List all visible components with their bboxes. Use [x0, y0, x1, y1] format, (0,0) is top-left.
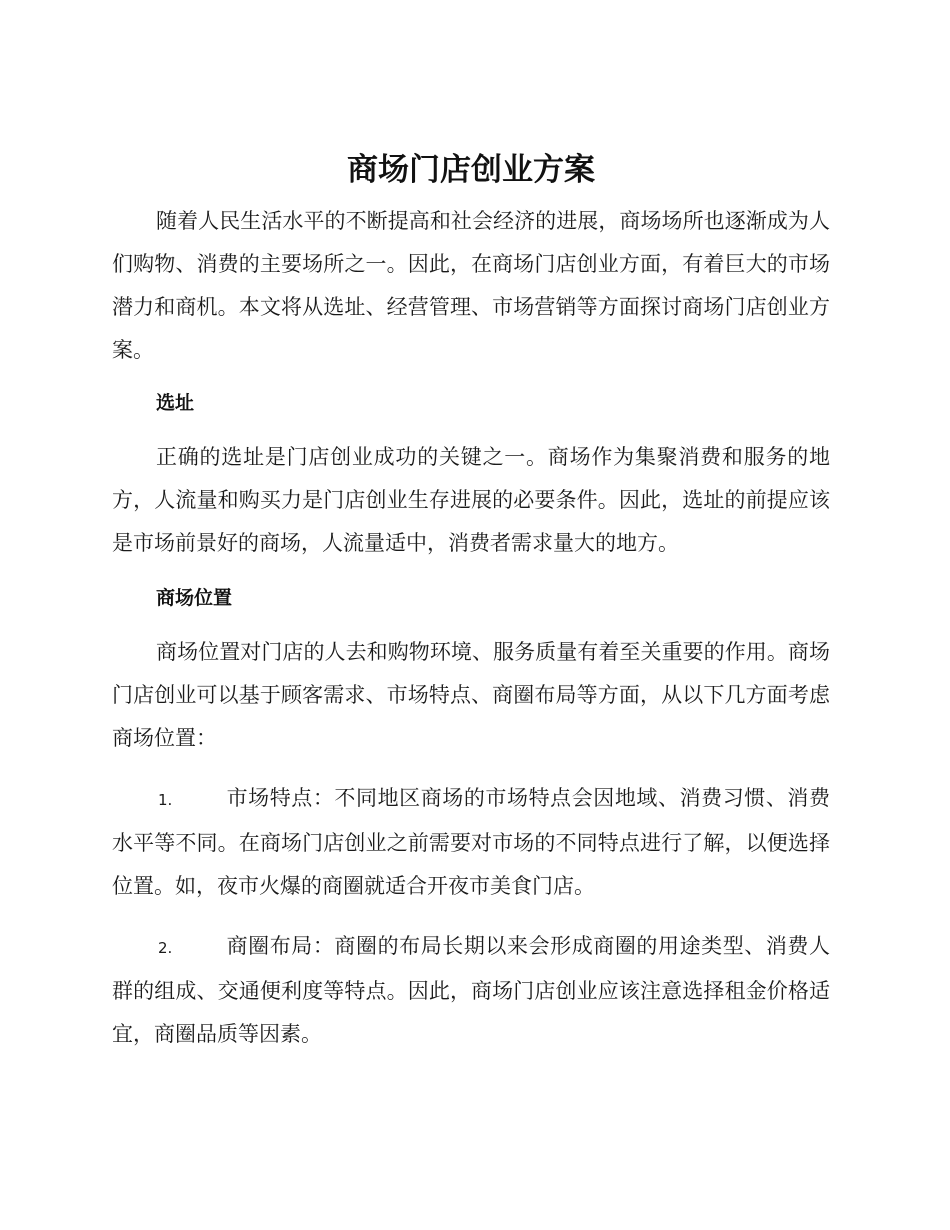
section-paragraph-mall-location: 商场位置对门店的人去和购物环境、服务质量有着至关重要的作用。商场门店创业可以基于顾客需求、市场特点、商圈布局等方面，从以下几方面考虑商场位置： — [112, 640, 830, 750]
intro-paragraph: 随着人民生活水平的不断提高和社会经济的进展，商场场所也逐渐成为人们购物、消费的主要场所之一。因此，在商场门店创业方面，有着巨大的市场潜力和商机。本文将从选址、经营管理、市场营销等方面探讨商场门店创业方案。 — [112, 209, 830, 362]
document-page — [112, 148, 830, 1056]
list-item — [112, 925, 830, 1056]
document-title: 商场门店创业方案 — [347, 152, 595, 188]
list-item-text: 市场特点：不同地区商场的市场特点会因地域、消费习惯、消费水平等不同。在商场门店创业之前需要对市场的不同特点进行了解，以便选择位置。如，夜市火爆的商圈就适合开夜市美食门店。 — [112, 786, 830, 898]
section-heading-site-selection: 选址 — [156, 392, 195, 414]
section-paragraph-site-selection: 正确的选址是门店创业成功的关键之一。商场作为集聚消费和服务的地方，人流量和购买力是门店创业生存进展的必要条件。因此，选址的前提应该是市场前景好的商场，人流量适中，消费者需求量大的地方。 — [112, 445, 830, 555]
list-item-number: 2. — [158, 939, 173, 957]
list-item — [112, 777, 830, 908]
section-heading-mall-location: 商场位置 — [156, 587, 233, 609]
list-item-number: 1. — [158, 791, 173, 809]
list-item-text: 商圈布局：商圈的布局长期以来会形成商圈的用途类型、消费人群的组成、交通便利度等特点。因此，商场门店创业应该注意选择租金价格适宜，商圈品质等因素。 — [112, 934, 830, 1046]
